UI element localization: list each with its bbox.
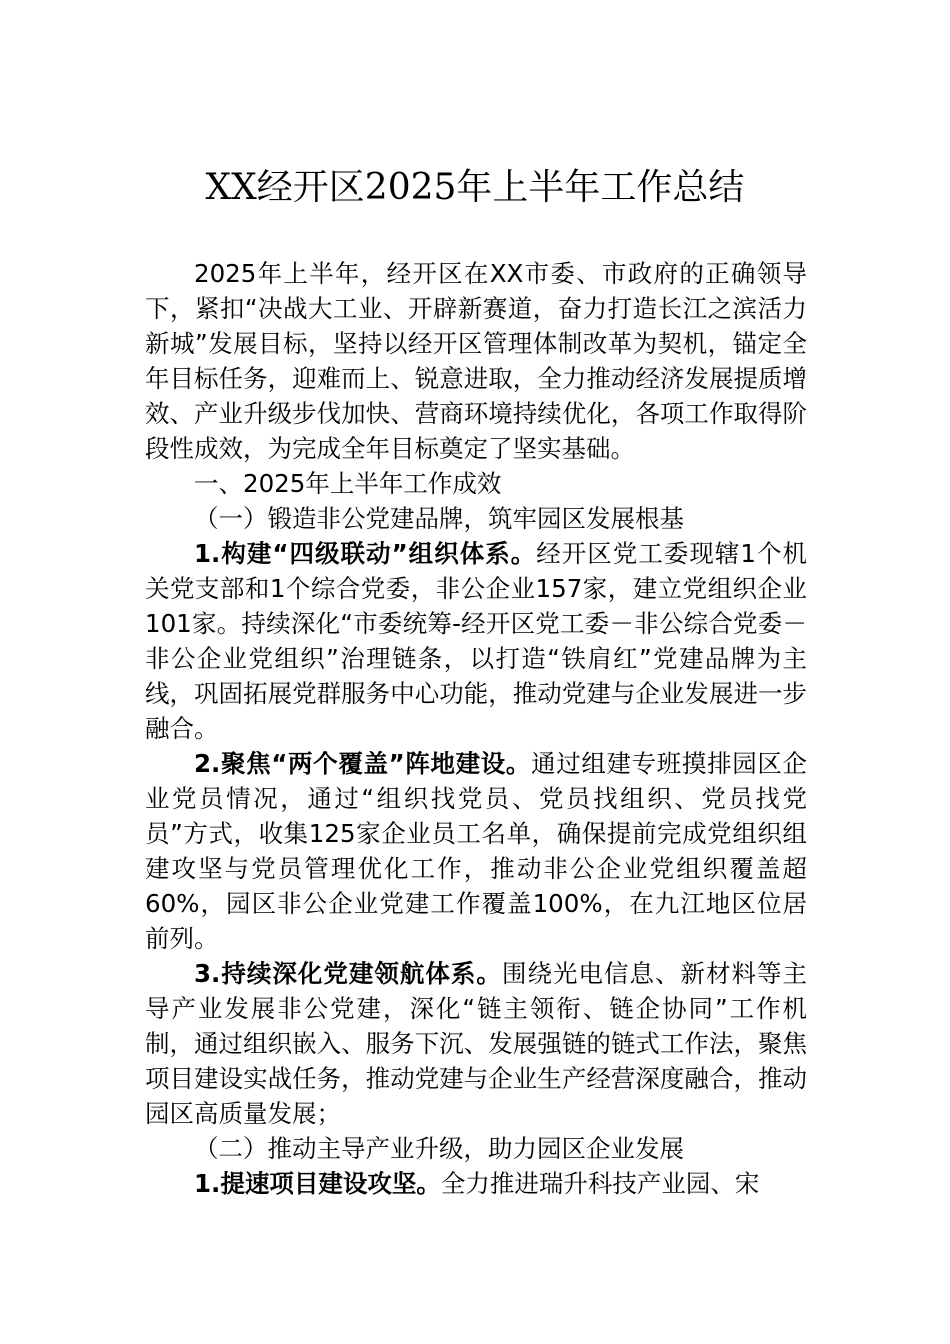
item-text: 围绕光电信息、新材料等主导产业发展非公党建，深化“链主领衔、链企协同”工作机制，通过组织嵌入、服务下沉、发展强链的链式工作法，聚焦项目建设实战任务，推动党建与企业生产经营深度融合，推动园区高质量发展； bbox=[145, 959, 808, 1128]
item-lead: 1.提速项目建设攻坚。 bbox=[194, 1169, 441, 1198]
item-text: 经开区党工委现辖1个机关党支部和1个综合党委，非公企业157家，建立党组织企业101家。持续深化“市委统筹-经开区党工委－非公综合党委－非公企业党组织”治理链条，以打造“铁肩红”党建品牌为主线，巩固拓展党群服务中心功能，推动党建与企业发展进一步融合。 bbox=[145, 539, 807, 743]
section-heading-achievements: 一、2025年上半年工作成效 bbox=[194, 469, 502, 498]
party-item-3 bbox=[145, 956, 807, 1131]
item-lead: 1.构建“四级联动”组织体系。 bbox=[194, 539, 537, 568]
item-text: 通过组建专班摸排园区企业党员情况，通过“组织找党员、党员找组织、党员找党员”方式，收集125家企业员工名单，确保提前完成党组织组建攻坚与党员管理优化工作，推动非公企业党组织覆盖超60%，园区非公企业党建工作覆盖100%，在九江地区位居前列。 bbox=[145, 749, 807, 953]
industry-item-1 bbox=[145, 1166, 807, 1201]
document-title: XX经开区2025年上半年工作总结 bbox=[205, 167, 745, 208]
intro-paragraph: 2025年上半年，经开区在XX市委、市政府的正确领导下，紧扣“决战大工业、开辟新赛道，奋力打造长江之滨活力新城”发展目标，坚持以经开区管理体制改革为契机，锚定全年目标任务，迎难而上、锐意进取，全力推动经济发展提质增效、产业升级步伐加快、营商环境持续优化，各项工作取得阶段性成效，为完成全年目标奠定了坚实基础。 bbox=[145, 259, 807, 463]
party-item-2 bbox=[145, 746, 807, 956]
document-body bbox=[145, 256, 807, 1201]
party-item-1 bbox=[145, 536, 807, 746]
item-lead: 2.聚焦“两个覆盖”阵地建设。 bbox=[194, 749, 532, 778]
item-lead: 3.持续深化党建领航体系。 bbox=[194, 959, 502, 988]
subsection-heading-party-building: （一）锻造非公党建品牌，筑牢园区发展根基 bbox=[194, 504, 684, 533]
item-text: 全力推进瑞升科技产业园、宋 bbox=[440, 1169, 760, 1198]
subsection-heading-industry: （二）推动主导产业升级，助力园区企业发展 bbox=[194, 1134, 684, 1163]
